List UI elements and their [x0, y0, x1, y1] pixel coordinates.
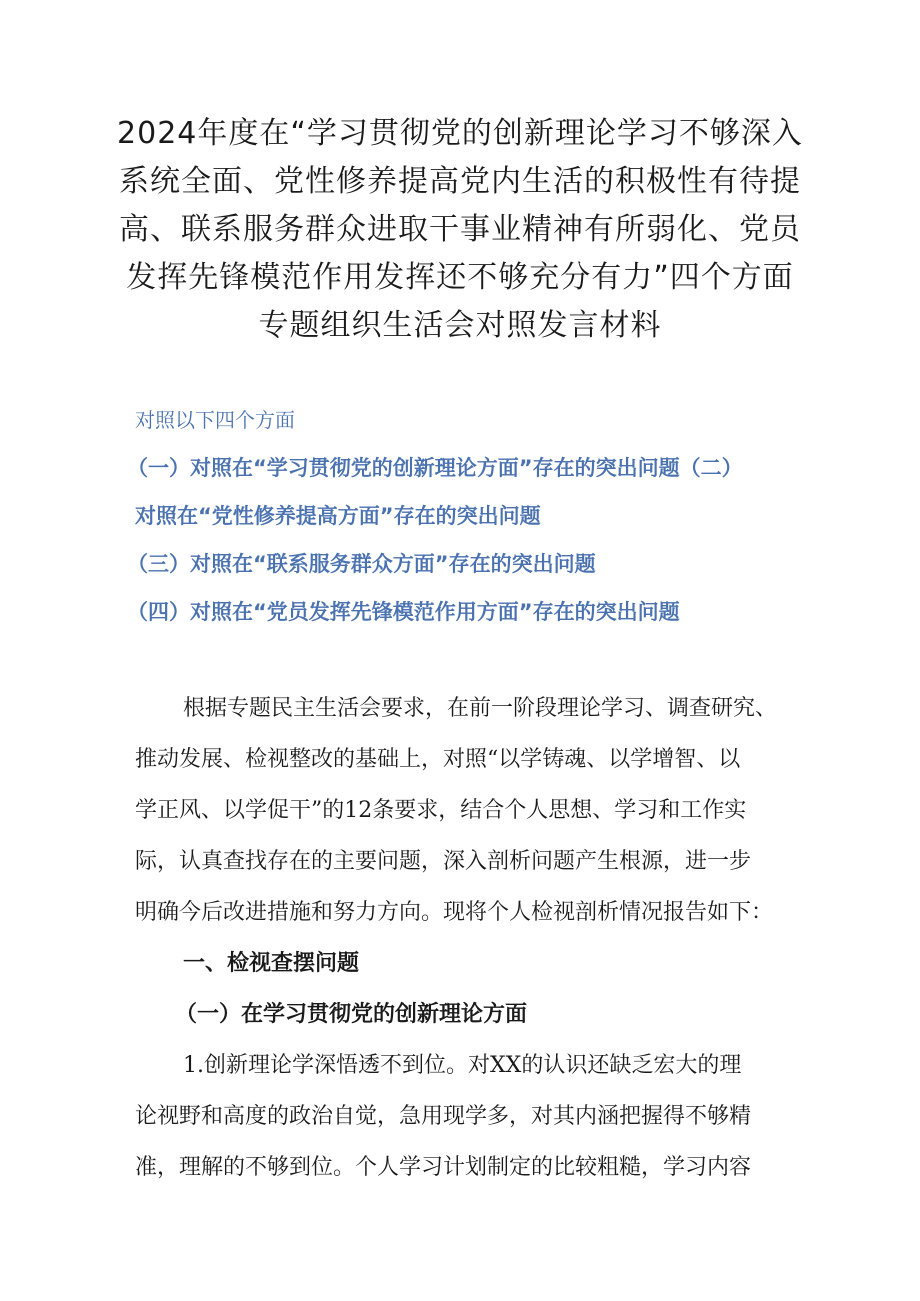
toc-link[interactable]: 对照在“党性修养提高方面”存在的突出问题	[135, 504, 541, 528]
title-line: 高、联系服务群众进取干事业精神有所弱化、党员	[119, 212, 801, 247]
document-body	[135, 683, 805, 1193]
toc-link[interactable]: （一）对照在“学习贯彻党的创新理论方面”存在的突出问题（二）	[127, 456, 743, 480]
toc-link[interactable]: （四）对照在“党员发挥先锋模范作用方面”存在的突出问题	[127, 600, 680, 624]
title-line: 系统全面、党性修养提高党内生活的积极性有待提	[119, 164, 801, 199]
body-line: 明确今后改进措施和努力方向。现将个人检视剖析情况报告如下：	[135, 900, 774, 925]
body-line: 论视野和高度的政治自觉，急用现学多，对其内涵把握得不够精	[135, 1104, 752, 1129]
body-line: 际，认真查找存在的主要问题，深入剖析问题产生根源，进一步	[135, 849, 752, 874]
body-line: 学正风、以学促干”的12条要求，结合个人思想、学习和工作实	[135, 798, 747, 823]
title-line: 专题组织生活会对照发言材料	[258, 308, 662, 343]
body-line: 准，理解的不够到位。个人学习计划制定的比较粗糙，学习内容	[135, 1155, 752, 1180]
title-line: 2024年度在“学习贯彻党的创新理论学习不够深入	[117, 116, 803, 151]
toc-link[interactable]: （三）对照在“联系服务群众方面”存在的突出问题	[127, 552, 596, 576]
body-line: 根据专题民主生活会要求，在前一阶段理论学习、调查研究、	[183, 696, 778, 721]
subsection-heading: （一）在学习贯彻党的创新理论方面	[175, 1002, 528, 1027]
document-title	[0, 110, 920, 350]
body-line: 1.创新理论学深悟透不到位。对XX的认识还缺乏宏大的理	[183, 1053, 742, 1078]
table-of-contents	[127, 402, 835, 636]
toc-heading[interactable]: 对照以下四个方面	[135, 408, 295, 432]
section-heading: 一、检视查摆问题	[183, 951, 360, 976]
body-line: 推动发展、检视整改的基础上，对照“以学铸魂、以学增智、以	[135, 747, 741, 772]
title-line: 发挥先锋模范作用发挥还不够充分有力”四个方面	[126, 260, 794, 295]
